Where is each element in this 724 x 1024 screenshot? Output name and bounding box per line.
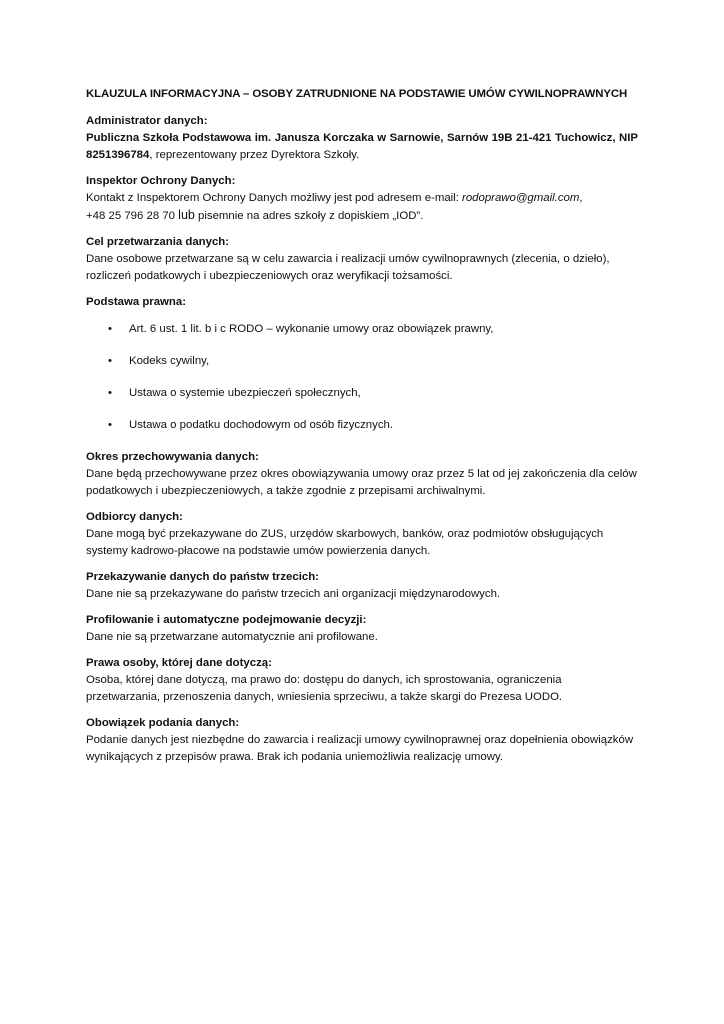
inspector-postal-text: pisemnie na adres szkoły z dopiskiem „IOD”.: [198, 210, 424, 222]
administrator-name: Publiczna Szkoła Podstawowa im. Janusza Korczaka w Sarnowie, Sarnów 19B 21-421 Tuchowicz, NIP 8251396784: [86, 132, 638, 161]
obligation-text: Podanie danych jest niezbędne do zawarcia i realizacji umowy cywilnoprawnej oraz dopełnienia obowiązków wynikających z przepisów prawa. Brak ich podania uniemożliwia realizację umowy.: [86, 734, 634, 763]
profiling-text: Dane nie są przetwarzane automatycznie ani profilowane.: [86, 631, 378, 643]
bullet-icon: •: [108, 355, 112, 367]
recipients-heading: Odbiorcy danych:: [86, 511, 183, 523]
inspector-email: rodoprawo@gmail.com: [462, 192, 580, 204]
inspector-line-2: [86, 207, 638, 225]
inspector-contact-text: Kontakt z Inspektorem Ochrony Danych możliwy jest pod adresem e-mail:: [86, 192, 463, 204]
administrator-rest: , reprezentowany przez Dyrektora Szkoły.: [149, 149, 360, 161]
section-administrator: [86, 113, 638, 164]
bullet-icon: •: [108, 419, 112, 431]
purpose-heading: Cel przetwarzania danych:: [86, 236, 230, 248]
section-recipients: [86, 509, 638, 560]
retention-heading: Okres przechowywania danych:: [86, 451, 259, 463]
inspector-comma: ,: [579, 192, 583, 204]
list-item-text: Ustawa o systemie ubezpieczeń społecznych,: [129, 387, 361, 399]
list-item: [86, 385, 638, 402]
purpose-text: Dane osobowe przetwarzane są w celu zawarcia i realizacji umów cywilnoprawnych (zlecenia, o dzieło), rozliczeń podatkowych i ubezpieczeniowych oraz weryfikacji tożsamości.: [86, 253, 610, 282]
administrator-heading: Administrator danych:: [86, 115, 208, 127]
legal-basis-heading: Podstawa prawna:: [86, 296, 187, 308]
profiling-heading: Profilowanie i automatyczne podejmowanie decyzji:: [86, 614, 367, 626]
rights-text: Osoba, której dane dotyczą, ma prawo do: dostępu do danych, ich sprostowania, ograniczenia przetwarzania, przenoszenia danych, wniesienia sprzeciwu, a także skargi do Prezesa UODO.: [86, 674, 563, 703]
rights-heading: Prawa osoby, której dane dotyczą:: [86, 657, 272, 669]
section-legal-basis: [86, 294, 638, 434]
section-retention: [86, 449, 638, 500]
obligation-heading: Obowiązek podania danych:: [86, 717, 240, 729]
bullet-icon: •: [108, 323, 112, 335]
transfer-heading: Przekazywanie danych do państw trzecich:: [86, 571, 319, 583]
legal-basis-list: [86, 321, 638, 434]
section-rights: [86, 655, 638, 706]
section-profiling: [86, 612, 638, 646]
section-inspector: [86, 173, 638, 225]
inspector-heading: Inspektor Ochrony Danych:: [86, 175, 236, 187]
list-item: [86, 353, 638, 370]
document-title: KLAUZULA INFORMACYJNA – OSOBY ZATRUDNIONE NA PODSTAWIE UMÓW CYWILNOPRAWNYCH: [86, 88, 628, 100]
inspector-phone: +48 25 796 28 70: [86, 210, 175, 222]
retention-text: Dane będą przechowywane przez okres obowiązywania umowy oraz przez 5 lat od jej zakończenia dla celów podatkowych i ubezpieczeniowych, a także zgodnie z przepisami archiwalnymi.: [86, 468, 637, 497]
transfer-text: Dane nie są przekazywane do państw trzecich ani organizacji międzynarodowych.: [86, 588, 501, 600]
list-item-text: Kodeks cywilny,: [129, 355, 210, 367]
list-item-text: Ustawa o podatku dochodowym od osób fizycznych.: [129, 419, 394, 431]
section-transfer: [86, 569, 638, 603]
list-item-text: Art. 6 ust. 1 lit. b i c RODO – wykonanie umowy oraz obowiązek prawny,: [129, 323, 494, 335]
inspector-line-1: [86, 190, 638, 207]
section-obligation: [86, 715, 638, 766]
administrator-text: [86, 130, 638, 164]
list-item: [86, 417, 638, 434]
recipients-text: Dane mogą być przekazywane do ZUS, urzędów skarbowych, banków, oraz podmiotów obsługujących systemy kadrowo-płacowe na podstawie umów powierzenia danych.: [86, 528, 604, 557]
section-purpose: [86, 234, 638, 285]
list-item: [86, 321, 638, 338]
bullet-icon: •: [108, 387, 112, 399]
inspector-lub: lub: [178, 208, 195, 222]
